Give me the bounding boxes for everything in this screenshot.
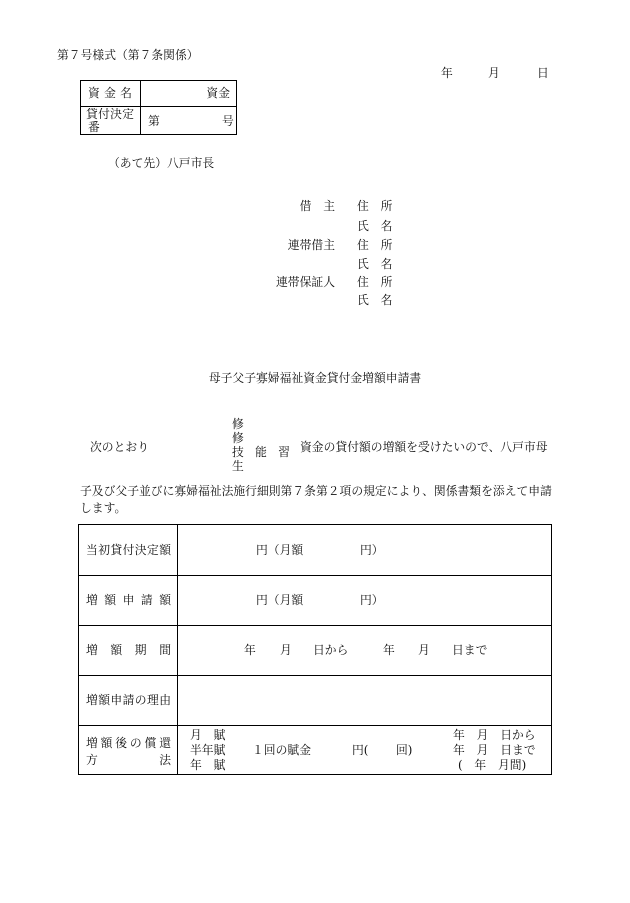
repayment-period-length: ( 年 月間) <box>458 758 527 772</box>
reason-field <box>178 676 551 725</box>
repayment-period-to: 年 月 日まで <box>453 743 536 757</box>
fund-info-table <box>80 80 237 135</box>
party-role: 連帯保証人 <box>276 275 335 289</box>
party-address-label: 住 所 <box>357 275 393 289</box>
fund-name-label-cell <box>81 81 141 106</box>
statement-line1: 資金の貸付額の増額を受けたいので、八戸市母 <box>300 440 548 454</box>
table-row-increase-period <box>79 625 551 675</box>
repayment-method-option: 月 賦 <box>190 728 226 742</box>
fund-type-option: 技 能 習 <box>232 445 290 459</box>
fund-name-suffix: 資金 <box>206 86 230 100</box>
reason-label: 増額申請の理由 <box>86 693 171 707</box>
date-month-label: 月 <box>488 66 500 80</box>
party-address-label: 住 所 <box>357 238 393 252</box>
party-role: 借 主 <box>299 199 335 213</box>
document-title: 母子父子寡婦福祉資金貸付金増額申請書 <box>208 371 422 385</box>
installment-yen: 円( <box>352 743 369 757</box>
repayment-label-line1: 増額後の償還 <box>86 736 171 750</box>
repayment-label-line2: 方 法 <box>86 753 171 767</box>
table-row-reason <box>79 675 551 725</box>
row-label-cell <box>79 576 178 625</box>
installment-count: 回) <box>396 743 413 757</box>
period-from-month: 月 <box>280 643 292 657</box>
decision-number-label-cell <box>81 107 141 134</box>
table-row-repayment-method <box>79 725 551 774</box>
increase-period-field <box>178 626 551 675</box>
row-label-cell <box>79 676 178 725</box>
repayment-method-option: 年 賦 <box>190 758 226 772</box>
period-from-day: 日から <box>313 643 349 657</box>
statement-lead: 次のとおり <box>90 440 149 454</box>
initial-amount-label: 当初貸付決定額 <box>86 543 171 557</box>
decision-number-suffix: 号 <box>222 114 234 128</box>
fund-type-option: 生 <box>232 459 244 473</box>
statement-line3: します。 <box>80 501 127 515</box>
increase-period-label: 増 額 期 間 <box>86 643 171 657</box>
decision-number-label-line1: 貸付決定 <box>86 108 134 121</box>
table-row-initial-amount <box>79 525 551 575</box>
decision-number-label-line2: 番 <box>88 121 100 134</box>
repayment-field <box>178 726 551 774</box>
increase-amount-label: 増 額 申 請 額 <box>86 593 171 607</box>
initial-amount-field <box>178 525 551 575</box>
repayment-period-from: 年 月 日から <box>453 728 536 742</box>
fund-name-row <box>81 81 236 106</box>
statement-line2: 子及び父子並びに寡婦福祉法施行細則第７条第２項の規定により、関係書類を添えて申請 <box>80 484 552 498</box>
repayment-method-option: 半年賦 <box>190 743 226 757</box>
party-name-label: 氏 名 <box>357 219 393 233</box>
increase-amount-monthly-yen: 円） <box>360 593 384 607</box>
addressee: （あて先）八戸市長 <box>108 156 215 170</box>
fund-type-option: 修 <box>232 431 244 445</box>
period-to-year: 年 <box>383 643 395 657</box>
increase-amount-field <box>178 576 551 625</box>
period-to-month: 月 <box>418 643 430 657</box>
decision-number-prefix: 第 <box>148 114 160 128</box>
party-name-label: 氏 名 <box>357 257 393 271</box>
party-address-label: 住 所 <box>357 199 393 213</box>
increase-amount-yen: 円（月額 <box>256 593 304 607</box>
party-name-label: 氏 名 <box>357 293 393 307</box>
row-label-cell <box>79 525 178 575</box>
party-role: 連帯借主 <box>287 238 335 252</box>
date-year-label: 年 <box>441 66 453 80</box>
form-number: 第７号様式（第７条関係） <box>57 48 199 62</box>
period-to-day: 日まで <box>452 643 488 657</box>
date-day-label: 日 <box>537 66 549 80</box>
row-label-cell <box>79 726 178 774</box>
initial-amount-yen: 円（月額 <box>256 543 304 557</box>
decision-number-row <box>81 106 236 134</box>
fund-name-label: 資 金 名 <box>88 86 132 100</box>
table-row-increase-amount <box>79 575 551 625</box>
period-from-year: 年 <box>244 643 256 657</box>
installment-label: １回の賦金 <box>252 743 311 757</box>
fund-type-option: 修 <box>232 417 244 431</box>
initial-amount-monthly-yen: 円） <box>360 543 384 557</box>
row-label-cell <box>79 626 178 675</box>
increase-application-table <box>78 524 552 775</box>
